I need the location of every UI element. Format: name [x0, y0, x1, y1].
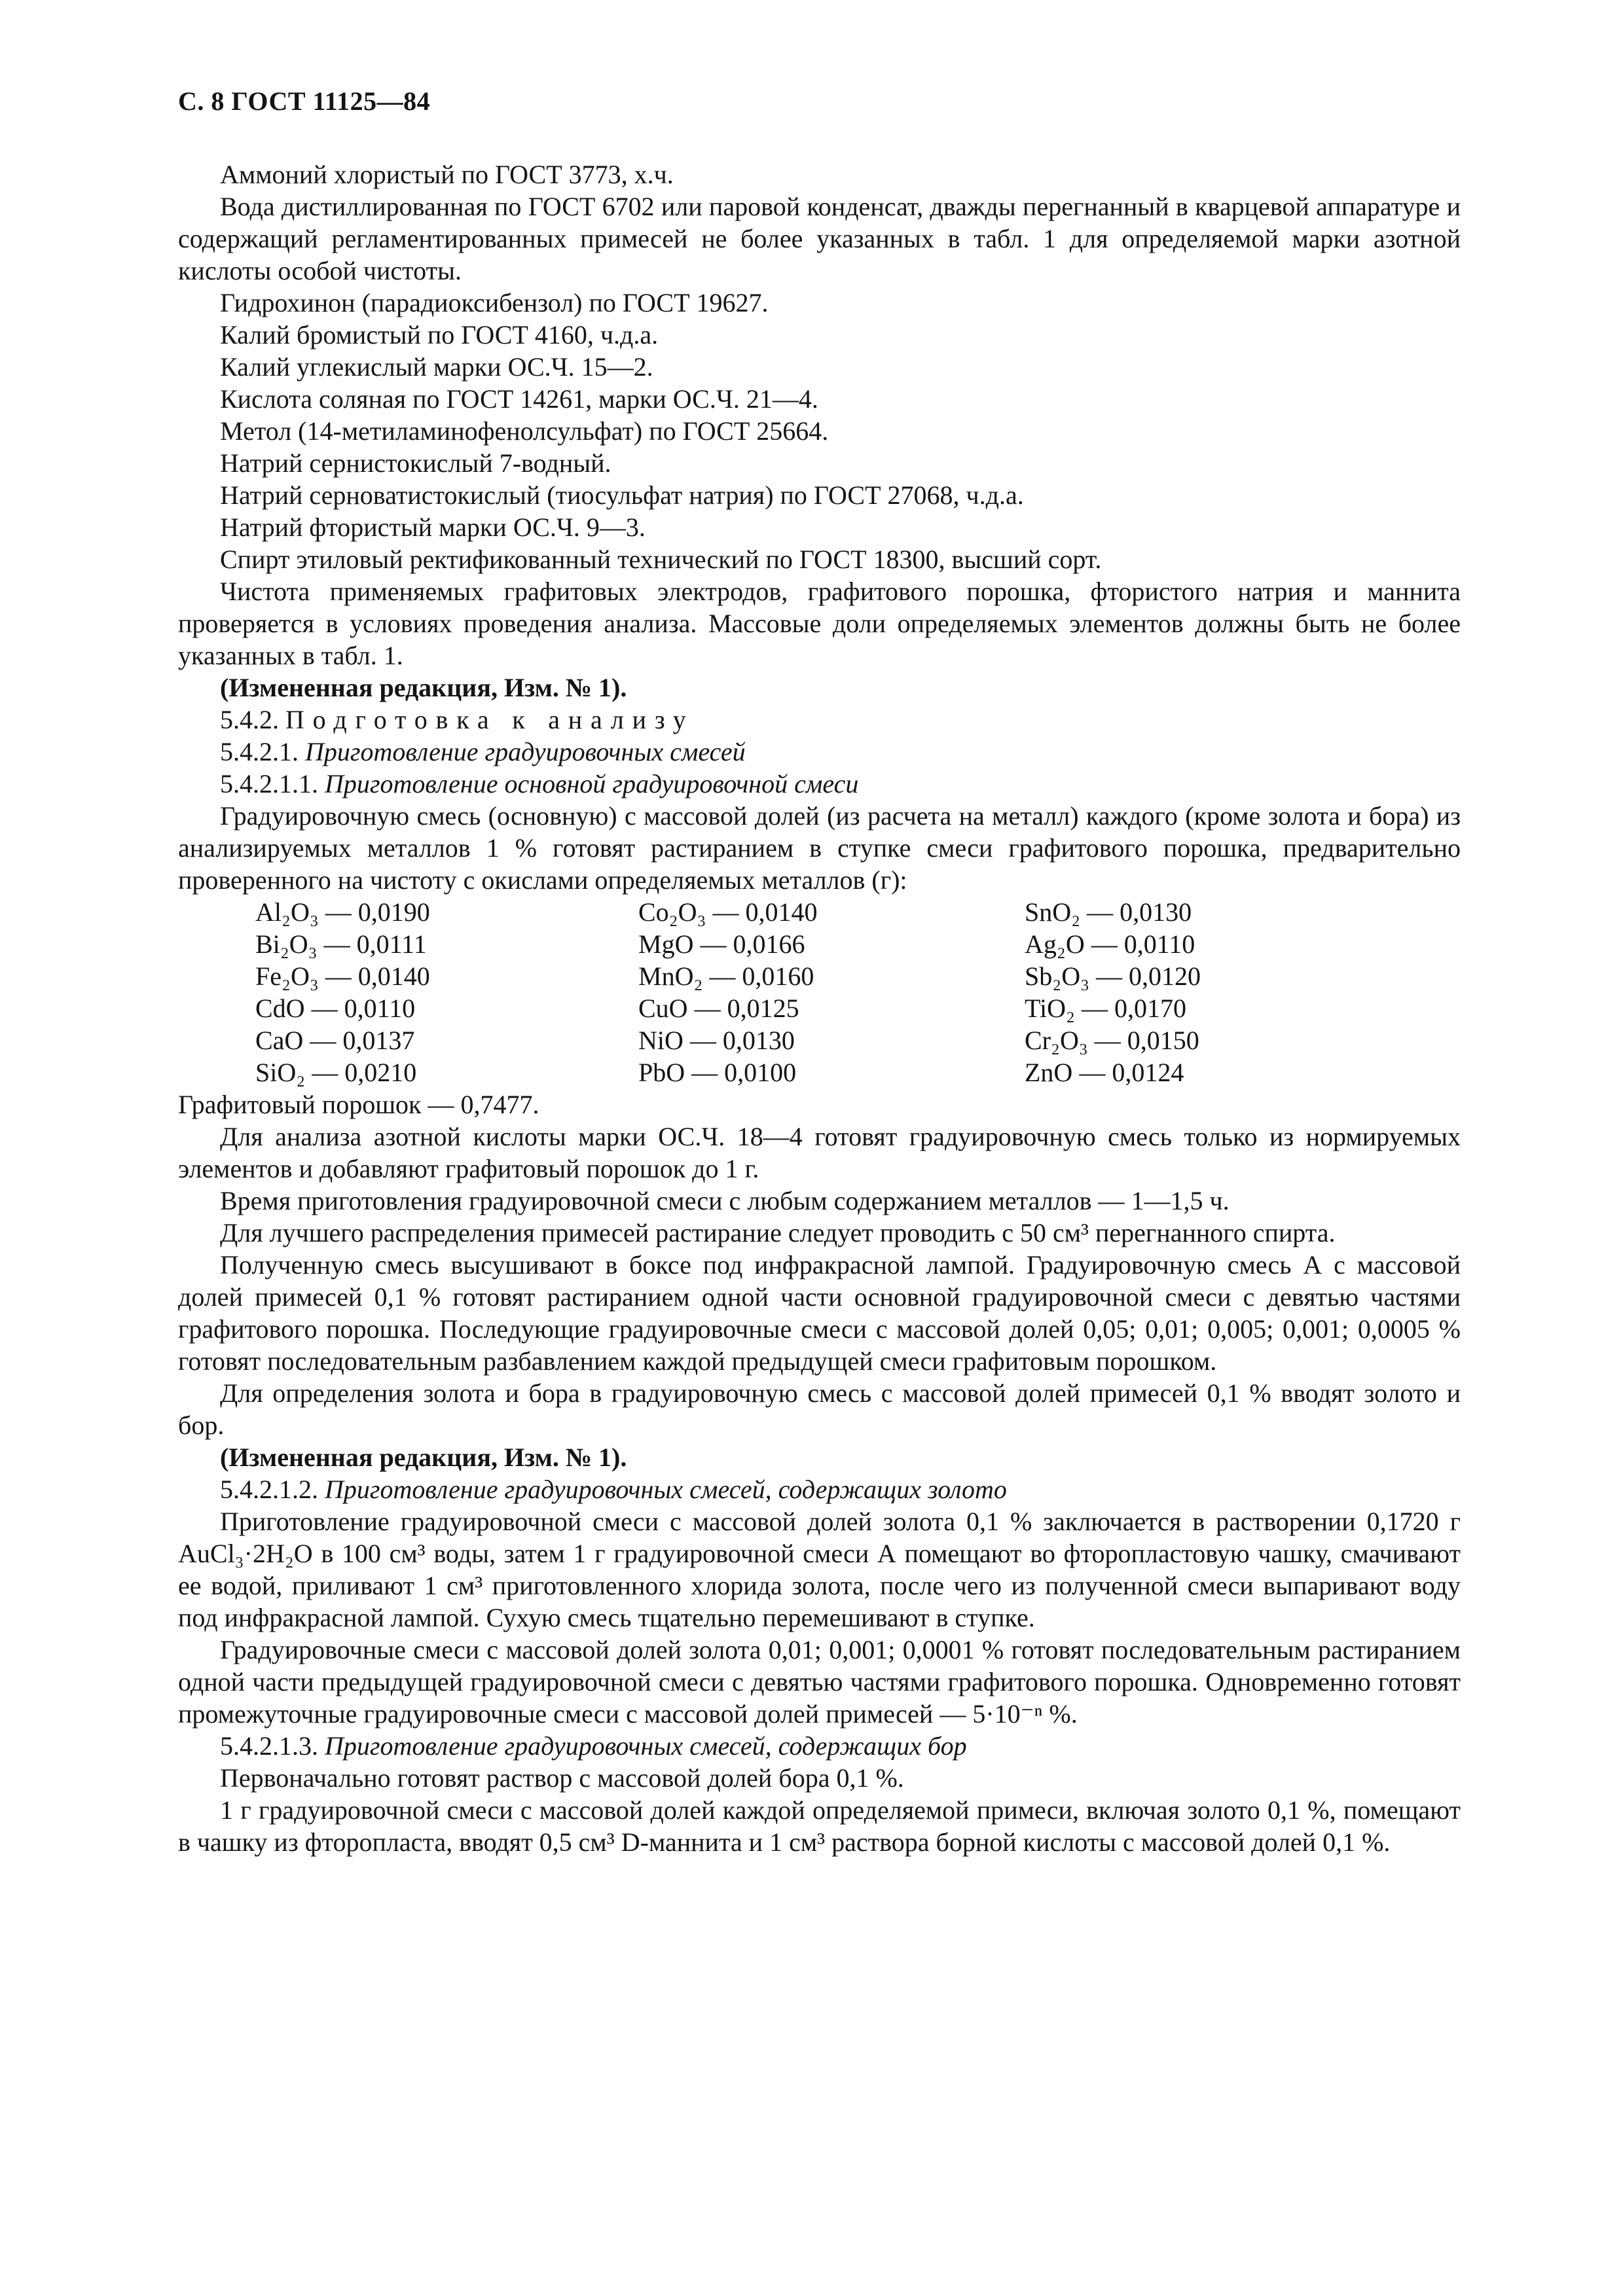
section-number: 5.4.2.	[220, 705, 279, 734]
section-number: 5.4.2.1.1.	[220, 769, 318, 798]
oxide-entry: CuO — 0,0125	[638, 994, 799, 1023]
paragraph-gold-mixture-preparation: Приготовление градуировочной смеси с массовой долей золота 0,1 % заключается в растворении 0,1720 г AuCl₃·2H₂O в 100 см³ воды, затем 1 г градуировочной смеси А помещают во фторопластовую чашку, смачивают ее водой, приливают 1 см³ приготовленного хлорида золота, после чего из полученной смеси выпаривают воду под инфракрасной лампой. Сухую смесь тщательно перемешивают в ступке.	[178, 1507, 1461, 1632]
reagent-paragraph-sodium-sulfite: Натрий сернистокислый 7-водный.	[220, 448, 611, 478]
paragraph-osch-18-4-mixture: Для анализа азотной кислоты марки ОС.Ч. 18—4 готовят градуировочную смесь только из нормируемых элементов и добавляют графитовый порошок до 1 г.	[178, 1122, 1461, 1183]
paragraph-boron-mixture-preparation: 1 г градуировочной смеси с массовой долей каждой определяемой примеси, включая золото 0,1 %, помещают в чашку из фторопласта, вводят 0,5 см³ D-маннита и 1 см³ раствора борной кислоты с массовой долей 0,1 %.	[178, 1795, 1461, 1857]
oxide-entry: Cr₂O₃ — 0,0150	[1025, 1026, 1199, 1055]
page-header: С. 8 ГОСТ 11125—84	[178, 86, 431, 116]
oxide-entry: SiO₂ — 0,0210	[255, 1058, 417, 1087]
section-number: 5.4.2.1.	[220, 737, 299, 766]
amendment-note-1: (Измененная редакция, Изм. № 1).	[220, 673, 627, 702]
section-title: Приготовление градуировочных смесей, содержащих бор	[325, 1731, 967, 1761]
paragraph-alcohol-grinding: Для лучшего распределения примесей растирание следует проводить с 50 см³ перегнанного спирта.	[220, 1218, 1336, 1247]
reagent-paragraph-potassium-carbonate: Калий углекислый марки ОС.Ч. 15—2.	[220, 352, 653, 382]
oxide-entry: PbO — 0,0100	[638, 1058, 797, 1087]
section-title: Приготовление основной градуировочной смеси	[325, 769, 859, 798]
oxide-entry: NiO — 0,0130	[638, 1026, 795, 1055]
oxide-entry: Fe₂O₃ — 0,0140	[255, 961, 430, 991]
section-heading-5-4-2-1-3	[178, 1730, 1461, 1762]
reagent-paragraph-potassium-bromide: Калий бромистый по ГОСТ 4160, ч.д.а.	[220, 320, 659, 350]
amendment-note-2: (Измененная редакция, Изм. № 1).	[220, 1443, 627, 1472]
paragraph-boron-solution: Первоначально готовят раствор с массовой долей бора 0,1 %.	[220, 1763, 904, 1793]
section-heading-5-4-2-1-2	[178, 1473, 1461, 1505]
paragraph-main-mixture-intro: Градуировочную смесь (основную) с массовой долей (из расчета на металл) каждого (кроме золота и бора) из анализируемых металлов 1 % готовят растиранием в ступке смеси графитового порошка, предварительно проверенного на чистоту с окислами определяемых металлов (г):	[178, 801, 1461, 895]
oxide-entry: Sb₂O₃ — 0,0120	[1025, 961, 1201, 991]
oxide-entry: TiO₂ — 0,0170	[1025, 994, 1186, 1023]
section-heading-5-4-2-1-1	[178, 768, 1461, 800]
oxide-entry: Al₂O₃ — 0,0190	[255, 897, 430, 927]
oxide-entry: SnO₂ — 0,0130	[1025, 897, 1192, 927]
reagent-paragraph-sodium-fluoride: Натрий фтористый марки ОС.Ч. 9—3.	[220, 512, 646, 542]
reagent-paragraph-sodium-thiosulfate: Натрий серноватистокислый (тиосульфат натрия) по ГОСТ 27068, ч.д.а.	[220, 480, 1024, 510]
reagent-paragraph-hydrochloric-acid: Кислота соляная по ГОСТ 14261, марки ОС.Ч. 21—4.	[220, 384, 818, 414]
reagent-paragraph-metol: Метол (14-метиламинофенолсульфат) по ГОСТ 25664.	[220, 416, 829, 446]
document-body	[178, 158, 1461, 1858]
paragraph-gold-mixture-dilution: Градуировочные смеси с массовой долей золота 0,01; 0,001; 0,0001 % готовят последовательным растиранием одной части предыдущей градуировочной смеси с девятью частями графитового порошка. Одновременно готовят промежуточные градуировочные смеси с массовой долей примесей — 5·10⁻ⁿ %.	[178, 1635, 1461, 1729]
paragraph-drying-and-dilution: Полученную смесь высушивают в боксе под инфракрасной лампой. Градуировочную смесь А с массовой долей примесей 0,1 % готовят растиранием одной части основной градуировочной смеси с девятью частями графитового порошка. Последующие градуировочные смеси с массовой долей 0,05; 0,01; 0,005; 0,001; 0,0005 % готовят последовательным разбавлением каждой предыдущей смеси графитовым порошком.	[178, 1250, 1461, 1376]
oxide-entry: CdO — 0,0110	[255, 994, 416, 1023]
section-heading-5-4-2	[178, 704, 1461, 736]
oxide-entry: Co₂O₃ — 0,0140	[638, 897, 818, 927]
oxide-amounts-table	[178, 896, 1461, 1088]
reagent-paragraph-distilled-water: Вода дистиллированная по ГОСТ 6702 или паровой конденсат, дважды перегнанный в кварцевой аппаратуре и содержащий регламентированных примесей не более указанных в табл. 1 для определяемой марки азотной кислоты особой чистоты.	[178, 192, 1461, 285]
reagent-paragraph-ethanol: Спирт этиловый ректификованный технический по ГОСТ 18300, высший сорт.	[220, 545, 1102, 574]
section-heading-5-4-2-1	[178, 736, 1461, 768]
reagent-paragraph-ammonium-chloride: Аммоний хлористый по ГОСТ 3773, х.ч.	[220, 160, 674, 189]
section-title: Подготовка к анализу	[285, 705, 695, 734]
section-number: 5.4.2.1.2.	[220, 1475, 318, 1504]
oxide-entry: Ag₂O — 0,0110	[1025, 929, 1195, 959]
reagent-paragraph-hydroquinone: Гидрохинон (парадиоксибензол) по ГОСТ 19627.	[220, 288, 769, 317]
oxide-column-3	[1025, 896, 1201, 1088]
oxide-entry: Bi₂O₃ — 0,0111	[255, 929, 427, 959]
oxide-column-1	[255, 896, 638, 1088]
oxide-entry: ZnO — 0,0124	[1025, 1058, 1184, 1087]
oxide-column-2	[638, 896, 1025, 1088]
oxide-entry: MgO — 0,0166	[638, 929, 805, 959]
paragraph-preparation-time: Время приготовления градуировочной смеси с любым содержанием металлов — 1—1,5 ч.	[220, 1186, 1230, 1215]
section-title: Приготовление градуировочных смесей, содержащих золото	[325, 1475, 1007, 1504]
oxide-entry: MnO₂ — 0,0160	[638, 961, 814, 991]
section-title: Приготовление градуировочных смесей	[305, 737, 746, 766]
section-number: 5.4.2.1.3.	[220, 1731, 318, 1761]
paragraph-graphite-powder: Графитовый порошок — 0,7477.	[178, 1090, 539, 1119]
paragraph-purity-check: Чистота применяемых графитовых электродов, графитового порошка, фтористого натрия и маннита проверяется в условиях проведения анализа. Массовые доли определяемых элементов должны быть не более указанных в табл. 1.	[178, 577, 1461, 670]
oxide-entry: CaO — 0,0137	[255, 1026, 415, 1055]
paragraph-gold-boron-addition: Для определения золота и бора в градуировочную смесь с массовой долей примесей 0,1 % вводят золото и бор.	[178, 1378, 1461, 1440]
